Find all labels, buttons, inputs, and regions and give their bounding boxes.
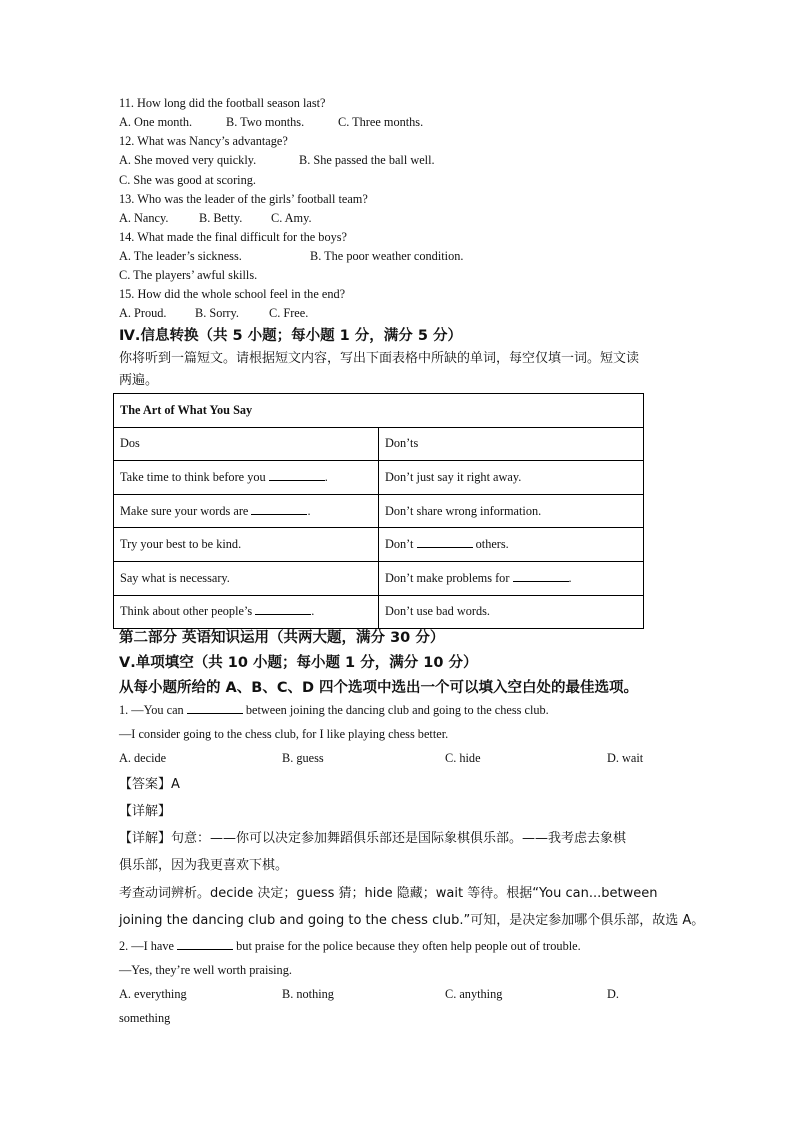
q2-option-a: A. everything <box>119 987 187 1001</box>
cell-text: Don’t just say it right away. <box>385 469 522 484</box>
dont-cell <box>379 494 644 528</box>
do-cell <box>114 528 379 562</box>
cell-text: Don’t <box>385 537 414 552</box>
answer-blank[interactable] <box>177 939 233 950</box>
table-row <box>114 595 644 629</box>
q2-option-d-text: something <box>119 1011 171 1025</box>
q1-detail-line3: 考查动词辨析。decide 决定；guess 猜；hide 隐藏；wait 等待。根据“You can...between <box>119 886 658 901</box>
q15-option-c: C. Free. <box>269 306 309 320</box>
q2-option-d: D. <box>607 987 619 1001</box>
q1-detail-line2: 俱乐部，因为我更喜欢下棋。 <box>119 858 289 873</box>
answer-blank[interactable] <box>513 571 569 582</box>
q11-option-c: C. Three months. <box>338 115 424 129</box>
dont-cell <box>379 528 644 562</box>
column-dos-header: Dos <box>114 427 379 461</box>
q14-stem: 14. What made the final difficult for the boys? <box>119 230 347 244</box>
cell-text: . <box>324 469 328 484</box>
info-table <box>113 393 644 629</box>
do-cell <box>114 494 379 528</box>
cell-text: Think about other people’s <box>120 604 253 619</box>
cell-text: Make sure your words are <box>120 503 249 518</box>
cell-text: . <box>568 570 572 585</box>
part2-heading: 第二部分 英语知识运用（共两大题，满分 30 分） <box>119 630 445 646</box>
q1-detail-line4: joining the dancing club and going to the chess club.”可知，是决定参加哪个俱乐部，故选 A。 <box>119 913 705 928</box>
q13-stem: 13. Who was the leader of the girls’ football team? <box>119 192 368 206</box>
q13-option-b: B. Betty. <box>199 211 243 225</box>
cell-text: Don’t use bad words. <box>385 604 490 619</box>
q14-option-c: C. The players’ awful skills. <box>119 268 258 282</box>
table-row <box>114 461 644 495</box>
table-title: The Art of What You Say <box>114 394 644 428</box>
q2-line1 <box>119 939 581 954</box>
section4-instruction-line1: 你将听到一篇短文。请根据短文内容，写出下面表格中所缺的单词，每空仅填一词。短文读 <box>119 351 640 366</box>
cell-text: Don’t share wrong information. <box>385 503 542 518</box>
answer-blank[interactable] <box>187 703 243 714</box>
q1-option-a: A. decide <box>119 751 167 765</box>
q15-option-a: A. Proud. <box>119 306 167 320</box>
q1-option-c: C. hide <box>445 751 481 765</box>
cell-text: Don’t make problems for <box>385 570 510 585</box>
do-cell <box>114 595 379 629</box>
section4-heading: Ⅳ.信息转换（共 5 小题；每小题 1 分，满分 5 分） <box>119 328 462 344</box>
dont-cell <box>379 561 644 595</box>
q11-option-b: B. Two months. <box>226 115 305 129</box>
do-cell <box>114 461 379 495</box>
q15-option-b: B. Sorry. <box>195 306 239 320</box>
cell-text: . <box>307 503 311 518</box>
cell-text: others. <box>475 537 509 552</box>
q1-option-d: D. wait <box>607 751 644 765</box>
cell-text: Take time to think before you <box>120 469 266 484</box>
q11-stem: 11. How long did the football season last? <box>119 96 326 110</box>
q2-text: but praise for the police because they often help people out of trouble. <box>236 939 581 953</box>
q1-text: 1. —You can <box>119 703 184 717</box>
q15-stem: 15. How did the whole school feel in the end? <box>119 287 346 301</box>
answer-blank[interactable] <box>269 470 325 481</box>
q12-option-b: B. She passed the ball well. <box>299 153 435 167</box>
q2-option-c: C. anything <box>445 987 503 1001</box>
cell-text: Say what is necessary. <box>120 570 230 585</box>
q1-detail-label: 【详解】 <box>119 804 172 819</box>
cell-text: . <box>311 604 315 619</box>
q2-line2: —Yes, they’re well worth praising. <box>119 963 292 977</box>
do-cell <box>114 561 379 595</box>
table-row <box>114 494 644 528</box>
q14-option-b: B. The poor weather condition. <box>310 249 464 263</box>
q1-answer: 【答案】A <box>119 777 180 792</box>
answer-blank[interactable] <box>417 537 473 548</box>
table-row <box>114 561 644 595</box>
q1-line1 <box>119 703 549 718</box>
column-donts-header: Don’ts <box>379 427 644 461</box>
q1-detail-line1: 【详解】句意：——你可以决定参加舞蹈俱乐部还是国际象棋俱乐部。——我考虑去象棋 <box>119 831 627 846</box>
q12-option-a: A. She moved very quickly. <box>119 153 257 167</box>
q2-option-b: B. nothing <box>282 987 334 1001</box>
section5-heading: Ⅴ.单项填空（共 10 小题；每小题 1 分，满分 10 分） <box>119 655 478 671</box>
section5-instruction: 从每小题所给的 A、B、C、D 四个选项中选出一个可以填入空白处的最佳选项。 <box>119 680 639 696</box>
q1-line2: —I consider going to the chess club, for I like playing chess better. <box>119 727 449 741</box>
q12-stem: 12. What was Nancy’s advantage? <box>119 134 288 148</box>
table-row <box>114 528 644 562</box>
q1-text: between joining the dancing club and going to the chess club. <box>245 703 549 717</box>
section4-instruction-line2: 两遍。 <box>119 373 159 388</box>
q13-option-c: C. Amy. <box>271 211 312 225</box>
dont-cell <box>379 461 644 495</box>
answer-blank[interactable] <box>251 504 307 515</box>
q12-option-c: C. She was good at scoring. <box>119 173 256 187</box>
answer-blank[interactable] <box>255 604 311 615</box>
q11-option-a: A. One month. <box>119 115 193 129</box>
q14-option-a: A. The leader’s sickness. <box>119 249 242 263</box>
q1-option-b: B. guess <box>282 751 324 765</box>
cell-text: Try your best to be kind. <box>120 537 242 552</box>
dont-cell <box>379 595 644 629</box>
q13-option-a: A. Nancy. <box>119 211 169 225</box>
q2-text: 2. —I have <box>119 939 174 953</box>
